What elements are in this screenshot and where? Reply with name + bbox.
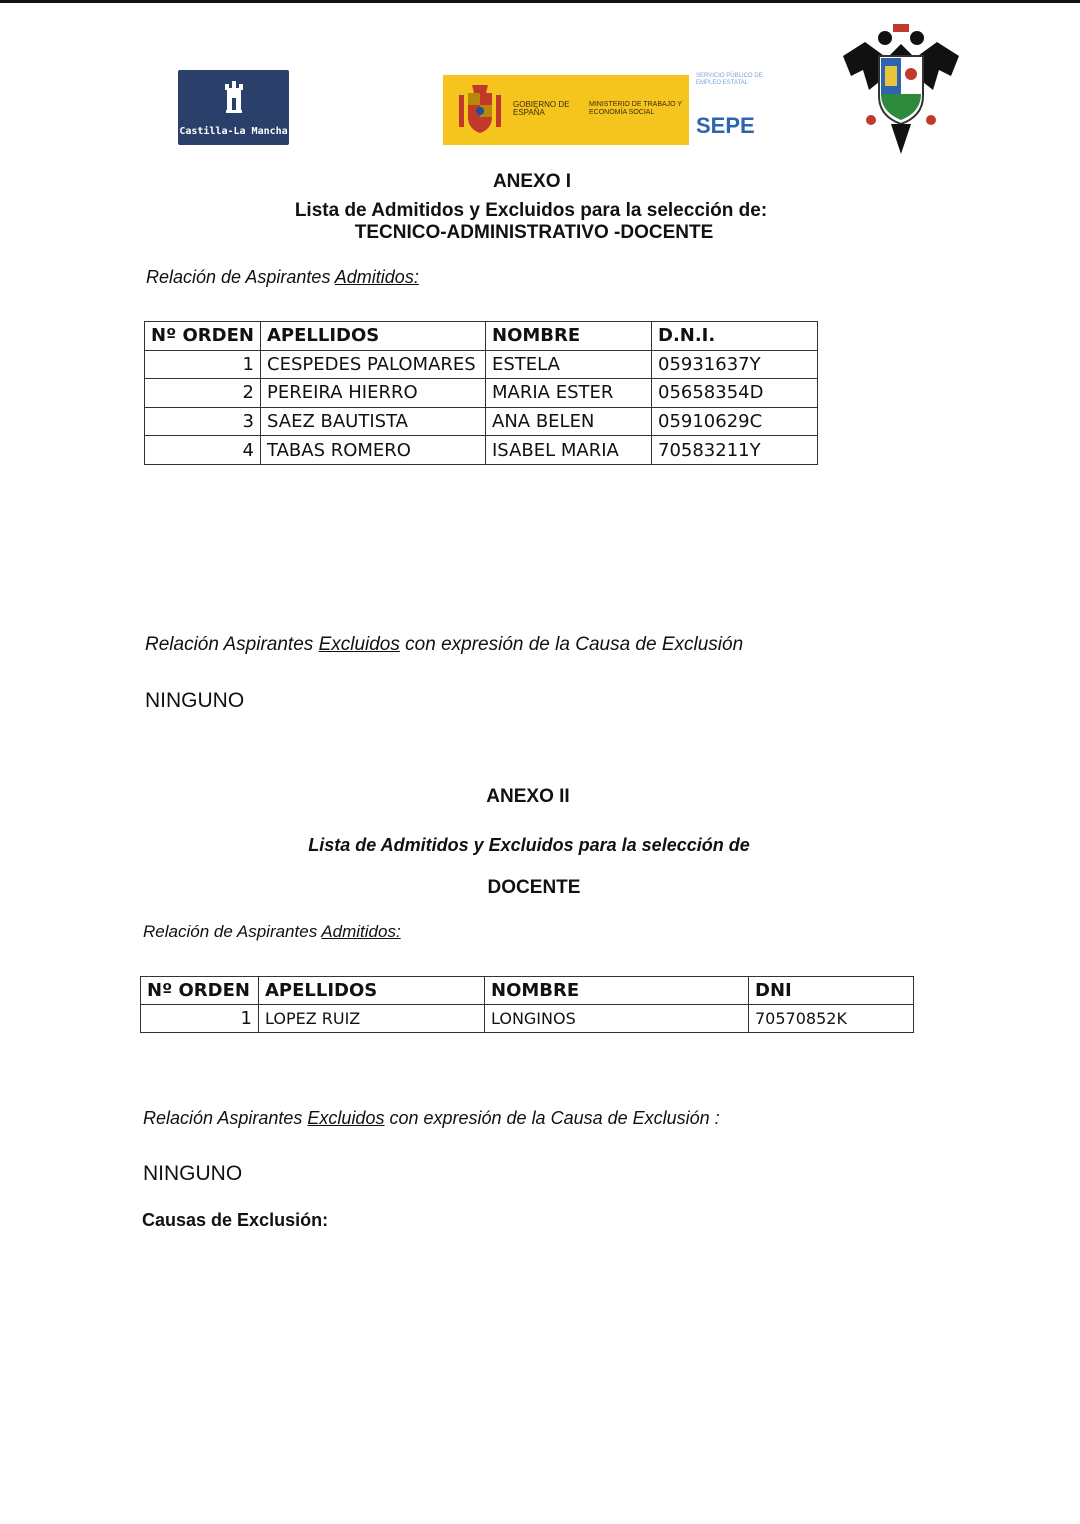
cell-dni: 05931637Y: [652, 350, 818, 379]
col-dni: D.N.I.: [652, 322, 818, 351]
anexo2-title: ANEXO II: [486, 786, 570, 807]
table-row: [145, 379, 818, 408]
anexo1-admitidos-table: [144, 321, 818, 465]
cell-dni: 70583211Y: [652, 436, 818, 465]
cell-dni: 05658354D: [652, 379, 818, 408]
cell-nombre: ANA BELEN: [486, 407, 652, 436]
excluidos-prefix: Relación Aspirantes: [143, 1108, 308, 1128]
causas-exclusion-label: Causas de Exclusión:: [142, 1210, 329, 1230]
excluidos-suffix: con expresión de la Causa de Exclusión: [399, 634, 744, 655]
excluidos-word: Excluidos: [307, 1108, 385, 1128]
admitidos-prefix: Relación de Aspirantes: [143, 922, 322, 941]
anexo2-excluidos-heading: [143, 1108, 720, 1129]
admitidos-word: Admitidos:: [321, 922, 401, 941]
admitidos-prefix: Relación de Aspirantes: [146, 267, 335, 287]
cell-apellidos: SAEZ BAUTISTA: [261, 407, 486, 436]
sepe-top-text: SERVICIO PÚBLICO DE EMPLEO ESTATAL: [696, 73, 763, 86]
cell-nombre: MARIA ESTER: [486, 379, 652, 408]
anexo1-admitidos-heading: [146, 267, 419, 288]
cell-apellidos: PEREIRA HIERRO: [261, 379, 486, 408]
ministerio-text: MINISTERIO DE TRABAJO Y ECONOMÍA SOCIAL: [589, 101, 682, 116]
table-row: [141, 1005, 914, 1033]
anexo2-admitidos-table: [140, 976, 914, 1033]
gobierno-text: GOBIERNO DE ESPAÑA: [513, 100, 570, 117]
cell-orden: 1: [145, 350, 261, 379]
cell-orden: 1: [141, 1005, 259, 1033]
top-border: [0, 0, 1080, 3]
cell-orden: 2: [145, 379, 261, 408]
col-apellidos: APELLIDOS: [261, 322, 486, 351]
cell-dni: 70570852K: [749, 1005, 914, 1033]
table-header-row: [145, 322, 818, 351]
anexo1-list-title: Lista de Admitidos y Excluidos para la selección de:: [294, 200, 768, 221]
anexo1-excluidos-heading: [145, 634, 743, 656]
excluidos-prefix: Relación Aspirantes: [145, 634, 319, 655]
col-dni: DNI: [749, 977, 914, 1005]
cell-dni: 05910629C: [652, 407, 818, 436]
cell-nombre: ISABEL MARIA: [486, 436, 652, 465]
anexo1-title: ANEXO I: [492, 171, 572, 192]
cell-nombre: LONGINOS: [485, 1005, 749, 1033]
sepe-name: SEPE: [696, 113, 755, 138]
anexo2-admitidos-heading: [143, 922, 401, 942]
col-orden: Nº ORDEN: [141, 977, 259, 1005]
col-apellidos: APELLIDOS: [259, 977, 485, 1005]
clm-logo-text: Castilla-La Mancha: [179, 126, 288, 137]
anexo2-position: DOCENTE: [487, 877, 581, 898]
excluidos-suffix: con expresión de la Causa de Exclusión :: [384, 1108, 720, 1128]
cell-apellidos: TABAS ROMERO: [261, 436, 486, 465]
col-orden: Nº ORDEN: [145, 322, 261, 351]
spain-coat-of-arms-icon: [455, 83, 505, 138]
castilla-la-mancha-logo: [178, 70, 289, 145]
gobierno-espana-logo: [443, 75, 689, 145]
admitidos-word: Admitidos:: [334, 267, 419, 287]
anexo1-excluidos-value: NINGUNO: [145, 689, 245, 712]
anexo2-list-title: Lista de Admitidos y Excluidos para la selección de: [308, 835, 750, 855]
cell-apellidos: LOPEZ RUIZ: [259, 1005, 485, 1033]
municipal-crest-icon: [835, 24, 967, 156]
col-nombre: NOMBRE: [486, 322, 652, 351]
cell-nombre: ESTELA: [486, 350, 652, 379]
table-row: [145, 407, 818, 436]
castle-icon: [223, 78, 245, 116]
cell-apellidos: CESPEDES PALOMARES: [261, 350, 486, 379]
cell-orden: 3: [145, 407, 261, 436]
excluidos-word: Excluidos: [318, 634, 400, 655]
anexo2-excluidos-value: NINGUNO: [143, 1162, 243, 1185]
sepe-logo: [692, 73, 762, 143]
table-row: [145, 436, 818, 465]
table-header-row: [141, 977, 914, 1005]
anexo1-position: TECNICO-ADMINISTRATIVO -DOCENTE: [354, 222, 714, 243]
cell-orden: 4: [145, 436, 261, 465]
table-row: [145, 350, 818, 379]
col-nombre: NOMBRE: [485, 977, 749, 1005]
